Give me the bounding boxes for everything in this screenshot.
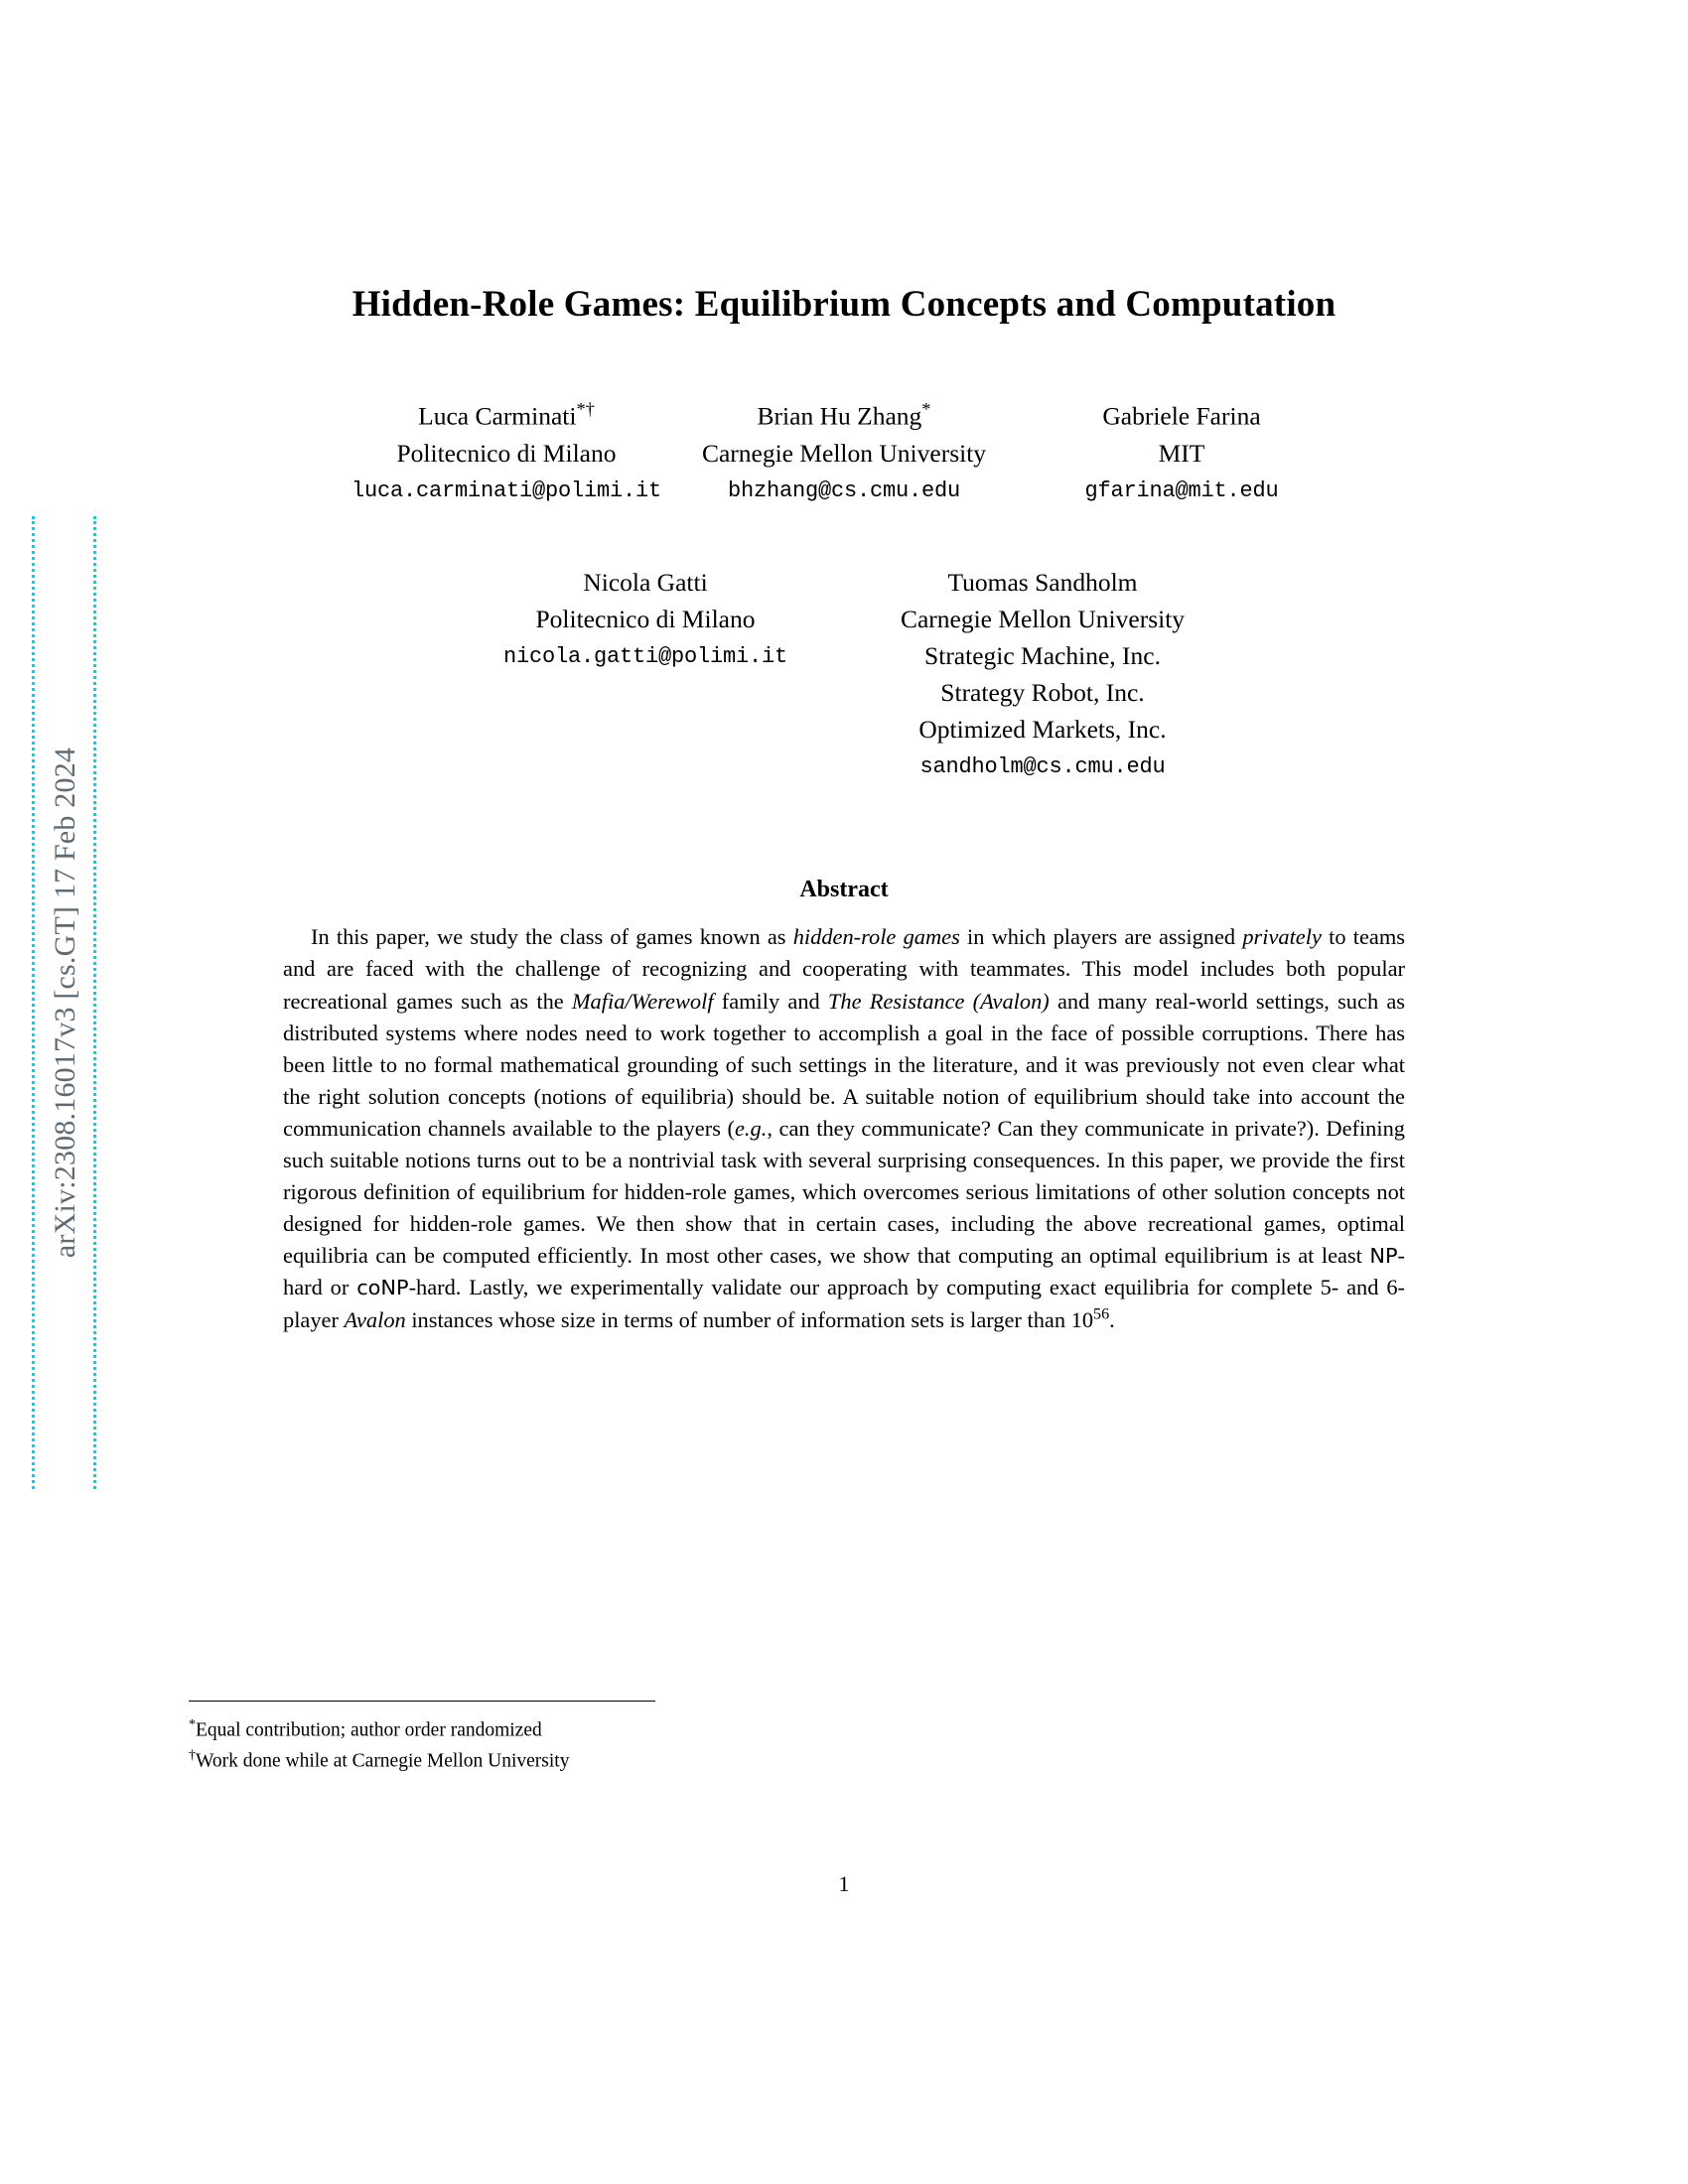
author-email[interactable]: sandholm@cs.cmu.edu <box>919 753 1166 779</box>
author-sandholm <box>844 565 1241 783</box>
author-name <box>675 396 1013 435</box>
author-affiliation: Optimized Markets, Inc. <box>918 714 1167 744</box>
author-carminati <box>338 396 675 506</box>
author-marks: *† <box>576 399 595 420</box>
author-affiliation: Carnegie Mellon University <box>701 438 987 468</box>
arxiv-stamp-rail-left <box>32 516 38 1489</box>
abstract-fragment: e.g. <box>734 1115 768 1141</box>
footnote-item <box>189 1745 1082 1776</box>
author-email[interactable]: bhzhang@cs.cmu.edu <box>727 478 961 503</box>
author-affiliation: Politecnico di Milano <box>396 438 617 468</box>
footnote-list <box>189 1714 1082 1776</box>
page-title: Hidden-Role Games: Equilibrium Concepts and Computation <box>352 284 1336 325</box>
author-affiliation: Politecnico di Milano <box>535 604 756 633</box>
abstract-fragment: The Resistance (Avalon) <box>827 988 1050 1014</box>
abstract-fragment: 56 <box>1093 1305 1110 1323</box>
footnote-text: Work done while at Carnegie Mellon University <box>196 1750 570 1772</box>
author-block-row-2 <box>189 565 1499 783</box>
author-affiliation: Strategy Robot, Inc. <box>940 677 1145 707</box>
abstract-fragment: In this paper, we study the class of games known as <box>311 924 793 950</box>
footnote-mark: † <box>189 1746 197 1763</box>
author-name <box>338 396 675 435</box>
page-number: 1 <box>838 1871 850 1896</box>
author-farina <box>1013 396 1350 506</box>
author-name-text: Luca Carminati <box>418 401 577 431</box>
author-affiliation: MIT <box>1158 438 1205 468</box>
author-affiliation: Carnegie Mellon University <box>900 604 1186 633</box>
author-block-row-1 <box>189 396 1499 506</box>
footnote-mark: * <box>189 1716 197 1732</box>
abstract-fragment: NP <box>1369 1243 1398 1268</box>
author-affiliation: Strategic Machine, Inc. <box>924 640 1161 670</box>
abstract-fragment: -hard. Lastly, we experimentally validate our approach by computing exact equilibria for complete 5- and 6-player <box>283 1274 1405 1333</box>
arxiv-stamp <box>30 516 101 1489</box>
author-email[interactable]: luca.carminati@polimi.it <box>351 478 662 503</box>
author-name-text: Gabriele Farina <box>1102 401 1261 431</box>
abstract-fragment: Mafia/Werewolf <box>571 988 714 1014</box>
abstract-fragment: instances whose size in terms of number of information sets is larger than 10 <box>405 1307 1094 1333</box>
author-email[interactable]: nicola.gatti@polimi.it <box>502 643 788 669</box>
author-zhang <box>675 396 1013 506</box>
abstract-fragment: in which players are assigned <box>959 924 1243 950</box>
abstract-fragment: Avalon <box>344 1307 406 1333</box>
arxiv-stamp-text: arXiv:2308.16017v3 [cs.GT] 17 Feb 2024 <box>49 747 81 1259</box>
paper-page <box>189 0 1499 2184</box>
abstract-fragment: , can they communicate? Can they communicate in private?). Defining such suitable notions turns out to be a nontrivial task with several surprising consequences. In this paper, we provide the first rigorous definition of equilibrium for hidden-role games, which overcomes serious limitations of other solution concepts not designed for hidden-role games. We then show that in certain cases, including the above recreational games, optimal equilibria can be computed efficiently. In most other cases, we show that computing an optimal equilibrium is at least <box>283 1115 1405 1268</box>
abstract-body <box>283 921 1405 1336</box>
abstract-heading: Abstract <box>799 877 889 903</box>
abstract-text <box>283 924 1405 1332</box>
abstract-fragment: -hard or <box>283 1242 1405 1299</box>
abstract-fragment: privately <box>1242 924 1322 950</box>
abstract-fragment: hidden-role games <box>792 924 960 950</box>
author-gatti <box>447 565 844 783</box>
footnote-item <box>189 1714 1082 1745</box>
abstract-fragment: . <box>1109 1307 1115 1333</box>
arxiv-stamp-rail-right <box>93 516 99 1489</box>
author-name: Tuomas Sandholm <box>947 567 1138 597</box>
abstract-fragment: coNP <box>356 1275 409 1299</box>
footnote-divider <box>189 1701 655 1702</box>
abstract-fragment: to teams and are faced with the challenge of recognizing and cooperating with teammates. This model includes both popular recreational games such as the <box>283 924 1405 1014</box>
author-email[interactable]: gfarina@mit.edu <box>1084 478 1279 503</box>
author-marks: * <box>921 399 931 420</box>
footnote-text: Equal contribution; author order randomized <box>196 1719 542 1741</box>
abstract-fragment: family and <box>713 988 828 1014</box>
author-name <box>1013 396 1350 435</box>
author-name-text: Brian Hu Zhang <box>757 401 922 431</box>
abstract-fragment: and many real-world settings, such as distributed systems where nodes need to work together to accomplish a goal in the face of possible corruptions. There has been little to no formal mathematical grounding of such settings in the literature, and it was previously not even clear what the right solution concepts (notions of equilibria) should be. A suitable notion of equilibrium should take into account the communication channels available to the players ( <box>283 988 1405 1141</box>
author-name: Nicola Gatti <box>583 567 708 597</box>
